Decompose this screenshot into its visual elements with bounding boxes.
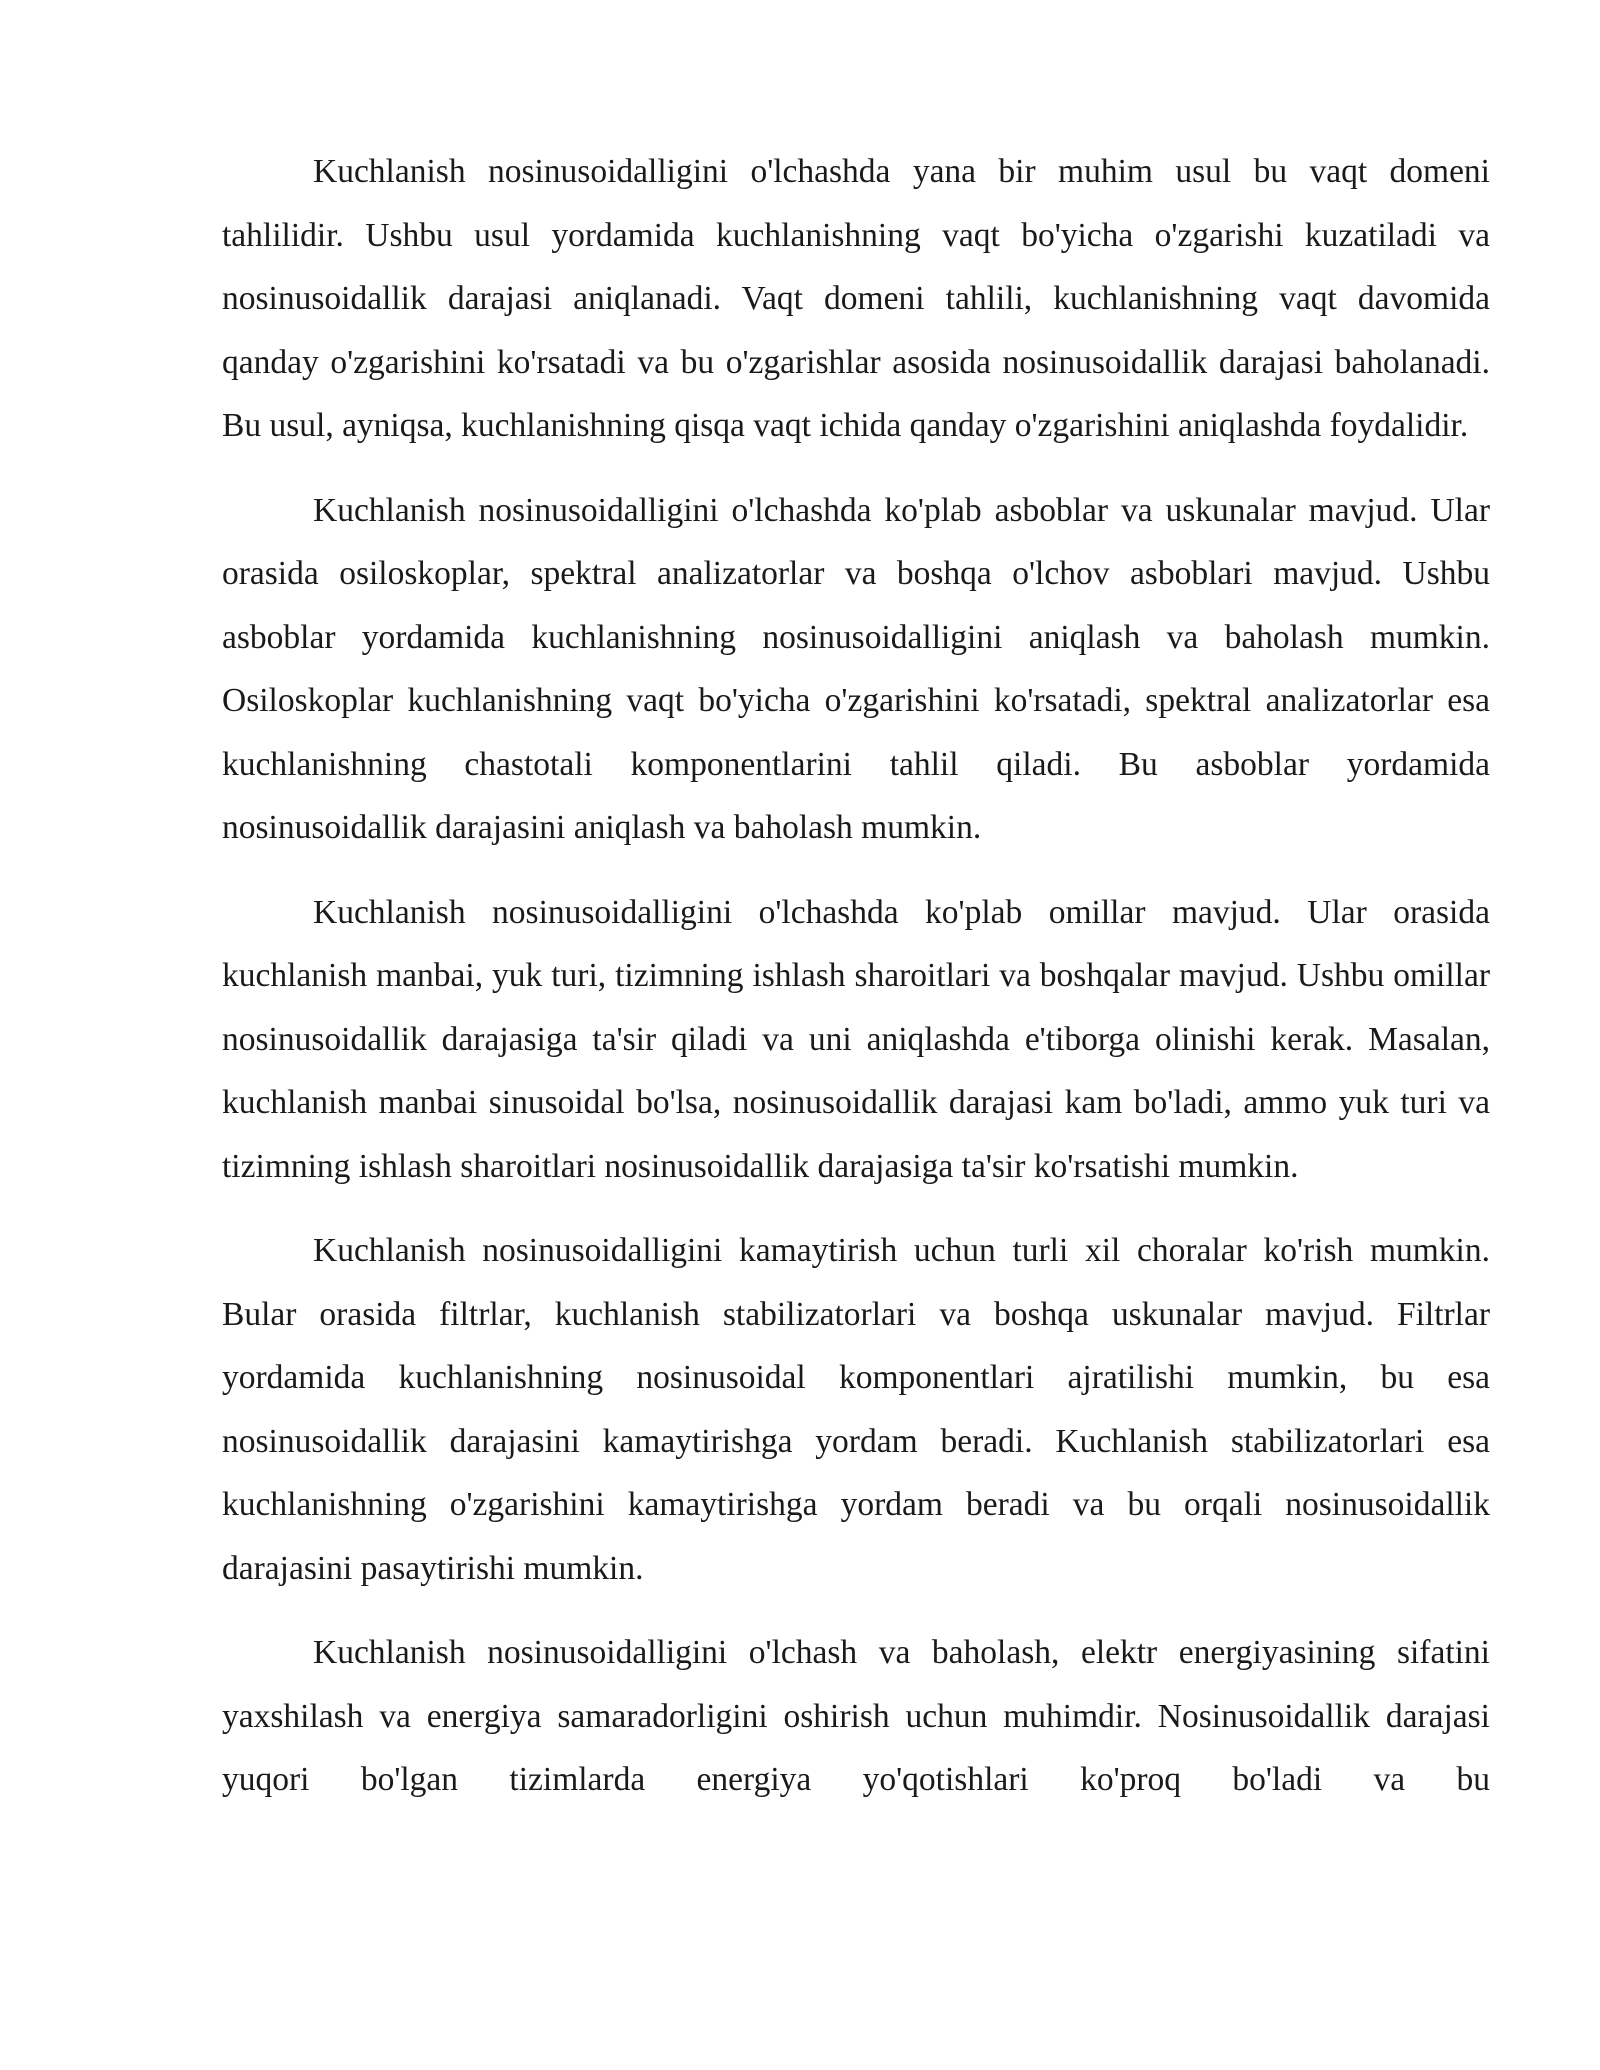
paragraph: Kuchlanish nosinusoidalligini o'lchashda ko'plab asboblar va uskunalar mavjud. Ular orasida osiloskoplar, spektral analizatorlar va boshqa o'lchov asboblari mavjud. Ushbu asboblar yordamida kuchlanishning nosinusoidalligini aniqlash va baholash mumkin. Osiloskoplar kuchlanishning vaqt bo'yicha o'zgarishini ko'rsatadi, spektral analizatorlar esa kuchlanishning chastotali komponentlarini tahlil qiladi. Bu asboblar yordamida nosinusoidallik darajasini aniqlash va baholash mumkin.: [222, 491, 1490, 846]
document-body: [222, 140, 1490, 1833]
paragraph: Kuchlanish nosinusoidalligini o'lchash va baholash, elektr energiyasining sifatini yaxshilash va energiya samaradorligini oshirish uchun muhimdir. Nosinusoidallik darajasi yuqori bo'lgan tizimlarda energiya yo'qotishlari ko'proq bo'ladi va bu: [222, 1634, 1490, 1798]
paragraph: Kuchlanish nosinusoidalligini o'lchashda yana bir muhim usul bu vaqt domeni tahlilidir. Ushbu usul yordamida kuchlanishning vaqt bo'yicha o'zgarishi kuzatiladi va nosinusoidallik darajasi aniqlanadi. Vaqt domeni tahlili, kuchlanishning vaqt davomida qanday o'zgarishini ko'rsatadi va bu o'zgarishlar asosida nosinusoidallik darajasi baholanadi. Bu usul, ayniqsa, kuchlanishning qisqa vaqt ichida qanday o'zgarishini aniqlashda foydalidir.: [222, 153, 1490, 444]
paragraph: Kuchlanish nosinusoidalligini kamaytirish uchun turli xil choralar ko'rish mumkin. Bular orasida filtrlar, kuchlanish stabilizatorlari va boshqa uskunalar mavjud. Filtrlar yordamida kuchlanishning nosinusoidal komponentlari ajratilishi mumkin, bu esa nosinusoidallik darajasini kamaytirishga yordam beradi. Kuchlanish stabilizatorlari esa kuchlanishning o'zgarishini kamaytirishga yordam beradi va bu orqali nosinusoidallik darajasini pasaytirishi mumkin.: [222, 1232, 1490, 1587]
paragraph: Kuchlanish nosinusoidalligini o'lchashda ko'plab omillar mavjud. Ular orasida kuchlanish manbai, yuk turi, tizimning ishlash sharoitlari va boshqalar mavjud. Ushbu omillar nosinusoidallik darajasiga ta'sir qiladi va uni aniqlashda e'tiborga olinishi kerak. Masalan, kuchlanish manbai sinusoidal bo'lsa, nosinusoidallik darajasi kam bo'ladi, ammo yuk turi va tizimning ishlash sharoitlari nosinusoidallik darajasiga ta'sir ko'rsatishi mumkin.: [222, 893, 1490, 1185]
